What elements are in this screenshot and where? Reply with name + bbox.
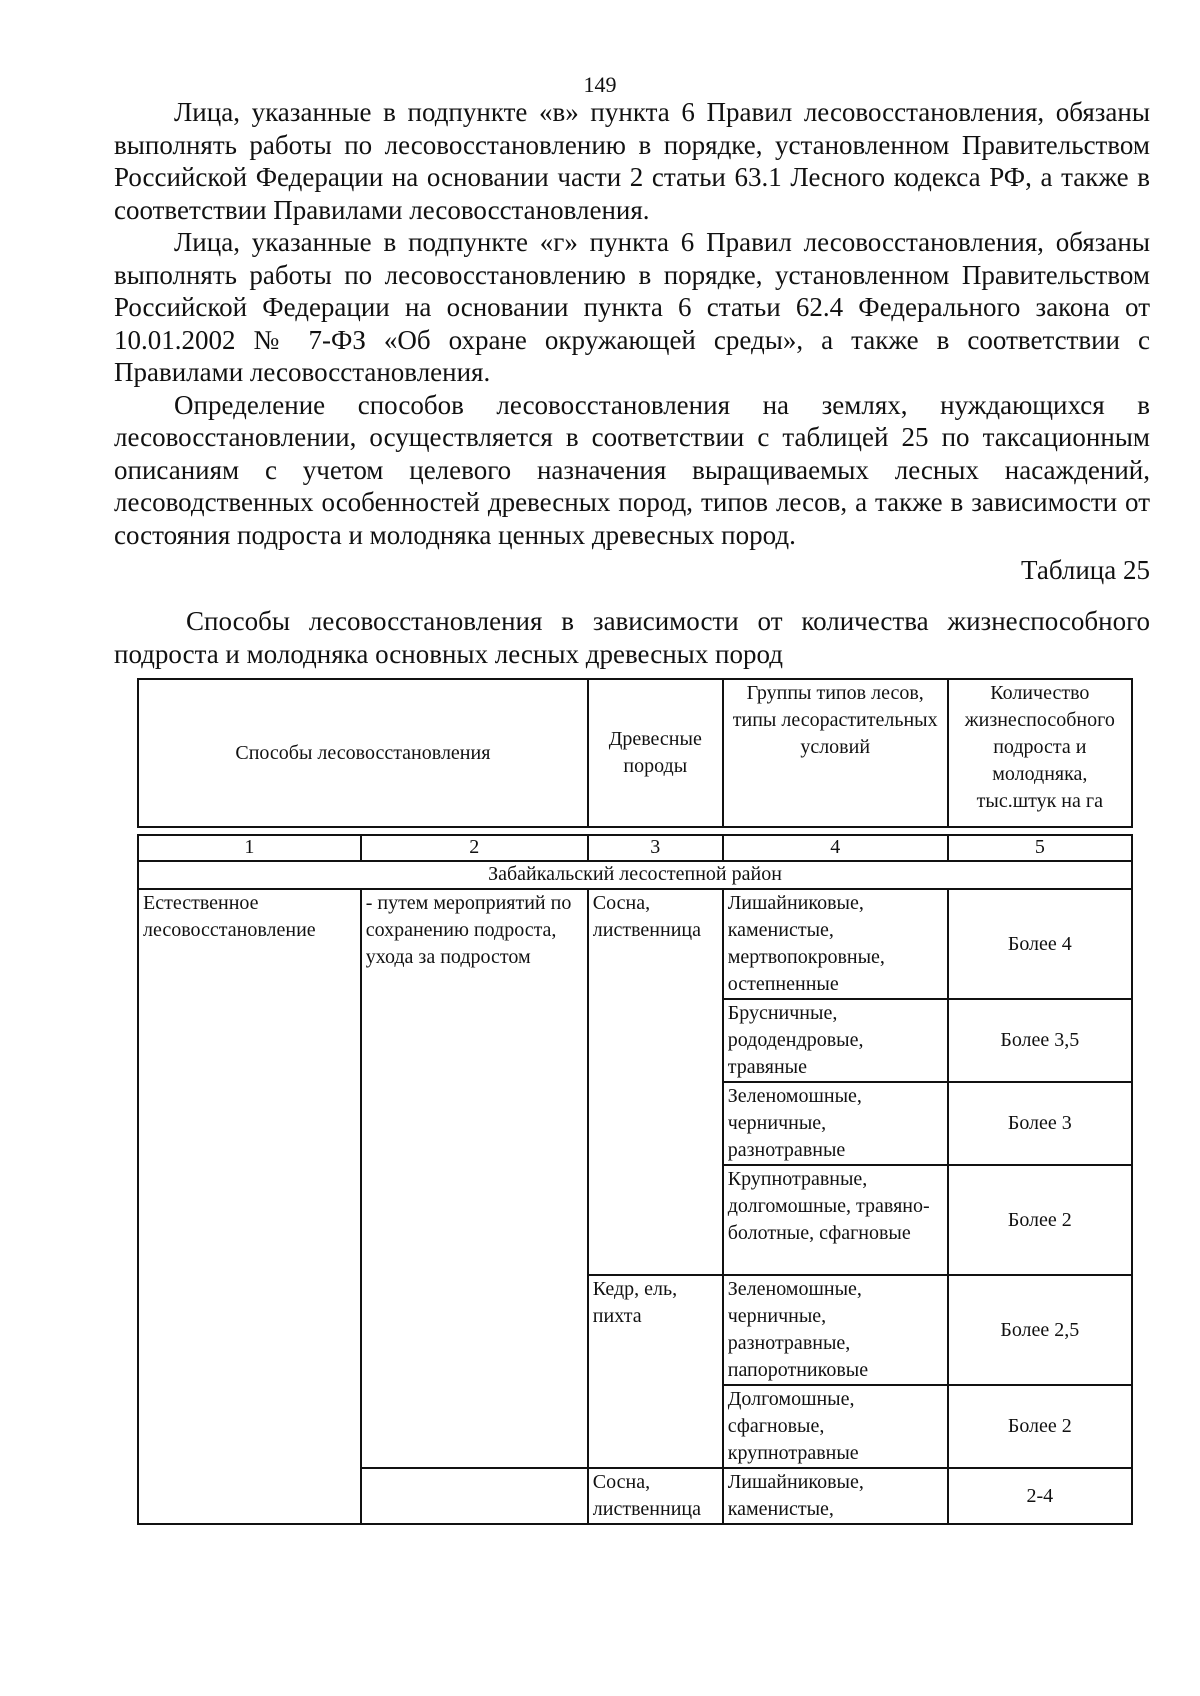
page-number: 149 <box>583 72 617 97</box>
table-title: Способы лесовосстановления в зависимости от количества жизнеспособного подроста и молодняка основных лесных древесных пород <box>114 606 1150 669</box>
amount-cell: Более 4 <box>948 889 1132 999</box>
table-caption: Таблица 25 <box>1021 555 1150 585</box>
region-title: Забайкальский лесостепной район <box>138 861 1132 889</box>
species-cell: Кедр, ель, пихта <box>588 1275 723 1468</box>
method-cell: Естественное лесовосстановление <box>138 889 361 1524</box>
region-row <box>138 861 1132 889</box>
amount-cell: Более 2 <box>948 1385 1132 1468</box>
column-numbers-row <box>138 835 1132 861</box>
table-row <box>138 889 1132 999</box>
forest-type-cell: Лишайниковые, каменистые, <box>723 1468 948 1524</box>
submethod-cell: - путем мероприятий по сохранению подроста, ухода за подростом <box>361 889 588 1468</box>
header-methods: Способы лесовосстановления <box>138 679 588 827</box>
submethod-cell-empty <box>361 1468 588 1524</box>
reforestation-table <box>137 678 1133 1525</box>
species-cell: Сосна, лиственница <box>588 1468 723 1524</box>
forest-type-cell: Долгомошные, сфагновые, крупнотравные <box>723 1385 948 1468</box>
header-separator <box>138 827 1132 835</box>
table-header-row <box>138 679 1132 827</box>
forest-type-cell: Лишайниковые, каменистые, мертвопокровные, остепненные <box>723 889 948 999</box>
forest-type-cell: Крупнотравные, долгомошные, травяно-болотные, сфагновые <box>723 1165 948 1275</box>
forest-type-cell: Брусничные, рододендровые, травяные <box>723 999 948 1082</box>
amount-cell: Более 2,5 <box>948 1275 1132 1385</box>
forest-type-cell: Зеленомошные, черничные, разнотравные <box>723 1082 948 1165</box>
column-number: 2 <box>361 835 588 861</box>
header-quantity: Количество жизнеспособного подроста и молодняка, тыс.штук на га <box>948 679 1132 827</box>
amount-cell: Более 3,5 <box>948 999 1132 1082</box>
column-number: 5 <box>948 835 1132 861</box>
amount-cell: Более 3 <box>948 1082 1132 1165</box>
header-species: Древесные породы <box>588 679 723 827</box>
column-number: 1 <box>138 835 361 861</box>
column-number: 3 <box>588 835 723 861</box>
forest-type-cell: Зеленомошные, черничные, разнотравные, папоротниковые <box>723 1275 948 1385</box>
species-cell: Сосна, лиственница <box>588 889 723 1275</box>
paragraph-2: Лица, указанные в подпункте «г» пункта 6 Правил лесовосстановления, обязаны выполнять работы по лесовосстановлению в порядке, установленном Правительством Российской Федерации на основании пункта 6 статьи 62.4 Федерального закона от 10.01.2002 № 7-ФЗ «Об охране окружающей среды», а также в соответствии с Правилами лесовосстановления. <box>114 227 1150 387</box>
header-forest-types: Группы типов лесов, типы лесорастительных условий <box>723 679 948 827</box>
paragraph-1: Лица, указанные в подпункте «в» пункта 6 Правил лесовосстановления, обязаны выполнять работы по лесовосстановлению в порядке, установленном Правительством Российской Федерации на основании части 2 статьи 63.1 Лесного кодекса РФ, а также в соответствии Правилами лесовосстановления. <box>114 97 1150 225</box>
body-text <box>114 96 1150 551</box>
amount-cell: 2-4 <box>948 1468 1132 1524</box>
column-number: 4 <box>723 835 948 861</box>
amount-cell: Более 2 <box>948 1165 1132 1275</box>
paragraph-3: Определение способов лесовосстановления на землях, нуждающихся в лесовосстановлении, осуществляется в соответствии с таблицей 25 по таксационным описаниям с учетом целевого назначения выращиваемых лесных насаждений, лесоводственных особенностей древесных пород, типов лесов, а также в зависимости от состояния подроста и молодняка ценных древесных пород. <box>114 389 1150 550</box>
